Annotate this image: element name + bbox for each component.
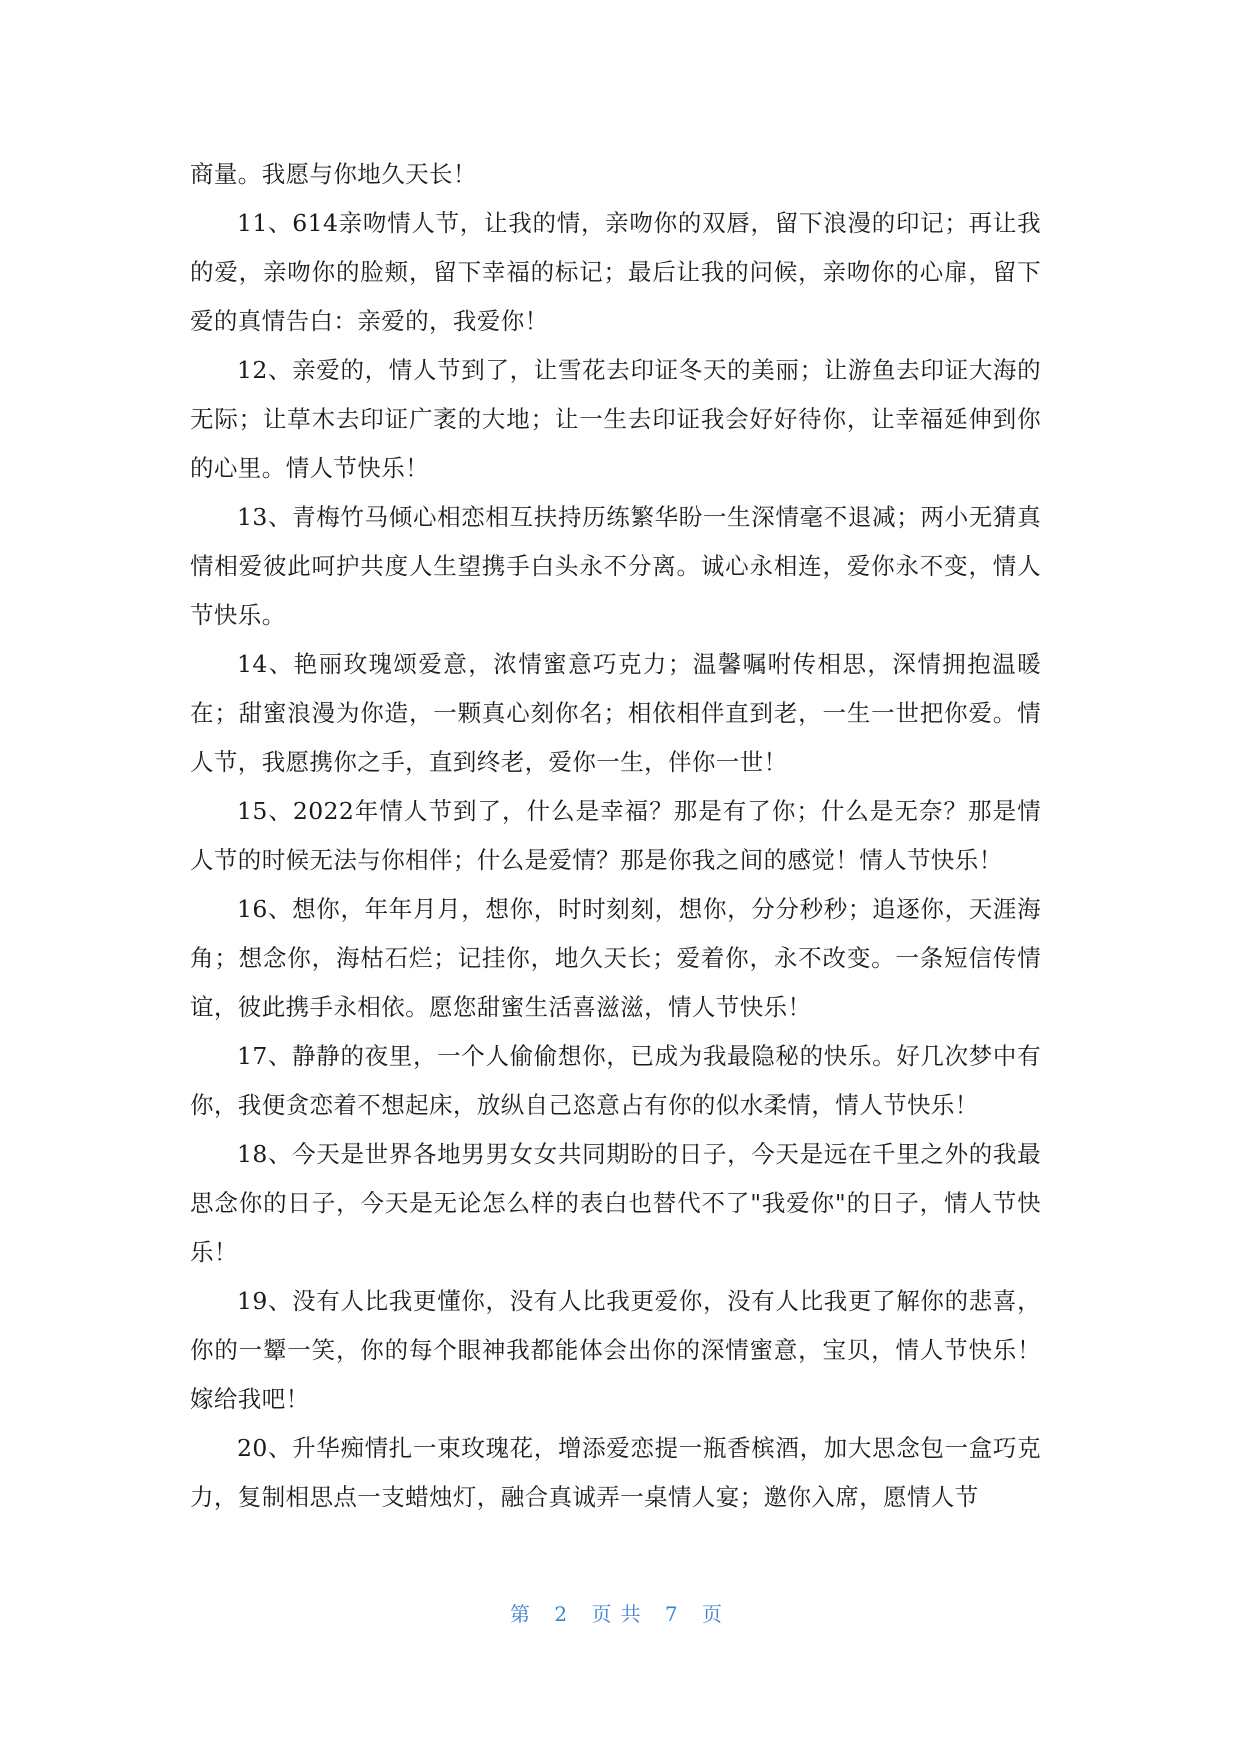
page-footer [0,1598,1241,1627]
paragraph-item-20: 20、升华痴情扎一束玫瑰花，增添爱恋提一瓶香槟酒，加大思念包一盒巧克力，复制相思点一支蜡烛灯，融合真诚弄一桌情人宴；邀你入席，愿情人节 [190,1434,1041,1511]
paragraph-item-11: 11、614亲吻情人节，让我的情，亲吻你的双唇，留下浪漫的印记；再让我的爱，亲吻你的脸颊，留下幸福的标记；最后让我的问候，亲吻你的心扉，留下爱的真情告白：亲爱的，我爱你！ [190,209,1041,335]
paragraph-item-12: 12、亲爱的，情人节到了，让雪花去印证冬天的美丽；让游鱼去印证大海的无际；让草木去印证广袤的大地；让一生去印证我会好好待你，让幸福延伸到你的心里。情人节快乐！ [190,356,1041,482]
footer-middle: 页共 [591,1602,650,1626]
footer-prefix: 第 [510,1602,540,1626]
document-body [190,150,1041,1522]
footer-suffix: 页 [701,1602,731,1626]
paragraph-item-17: 17、静静的夜里，一个人偷偷想你，已成为我最隐秘的快乐。好几次梦中有你，我便贪恋着不想起床，放纵自己恣意占有你的似水柔情，情人节快乐！ [190,1042,1041,1119]
paragraph-item-19: 19、没有人比我更懂你，没有人比我更爱你，没有人比我更了解你的悲喜，你的一颦一笑，你的每个眼神我都能体会出你的深情蜜意，宝贝，情人节快乐！嫁给我吧！ [190,1287,1041,1413]
footer-total-pages: 7 [664,1602,687,1626]
footer-current-page: 2 [554,1602,577,1626]
paragraph-item-15: 15、2022年情人节到了，什么是幸福？那是有了你；什么是无奈？那是情人节的时候无法与你相伴；什么是爱情？那是你我之间的感觉！情人节快乐！ [190,797,1041,874]
paragraph-item-14: 14、艳丽玫瑰颂爱意，浓情蜜意巧克力；温馨嘱咐传相思，深情拥抱温暖在；甜蜜浪漫为你造，一颗真心刻你名；相依相伴直到老，一生一世把你爱。情人节，我愿携你之手，直到终老，爱你一生，伴你一世！ [190,650,1041,776]
paragraph-continuation: 商量。我愿与你地久天长！ [190,160,477,188]
paragraph-item-18: 18、今天是世界各地男男女女共同期盼的日子，今天是远在千里之外的我最思念你的日子，今天是无论怎么样的表白也替代不了"我爱你"的日子，情人节快乐！ [190,1140,1041,1266]
paragraph-item-13: 13、青梅竹马倾心相恋相互扶持历练繁华盼一生深情毫不退减；两小无猜真情相爱彼此呵护共度人生望携手白头永不分离。诚心永相连，爱你永不变，情人节快乐。 [190,503,1041,629]
paragraph-item-16: 16、想你，年年月月，想你，时时刻刻，想你，分分秒秒；追逐你，天涯海角；想念你，海枯石烂；记挂你，地久天长；爱着你，永不改变。一条短信传情谊，彼此携手永相依。愿您甜蜜生活喜滋滋，情人节快乐！ [190,895,1041,1021]
